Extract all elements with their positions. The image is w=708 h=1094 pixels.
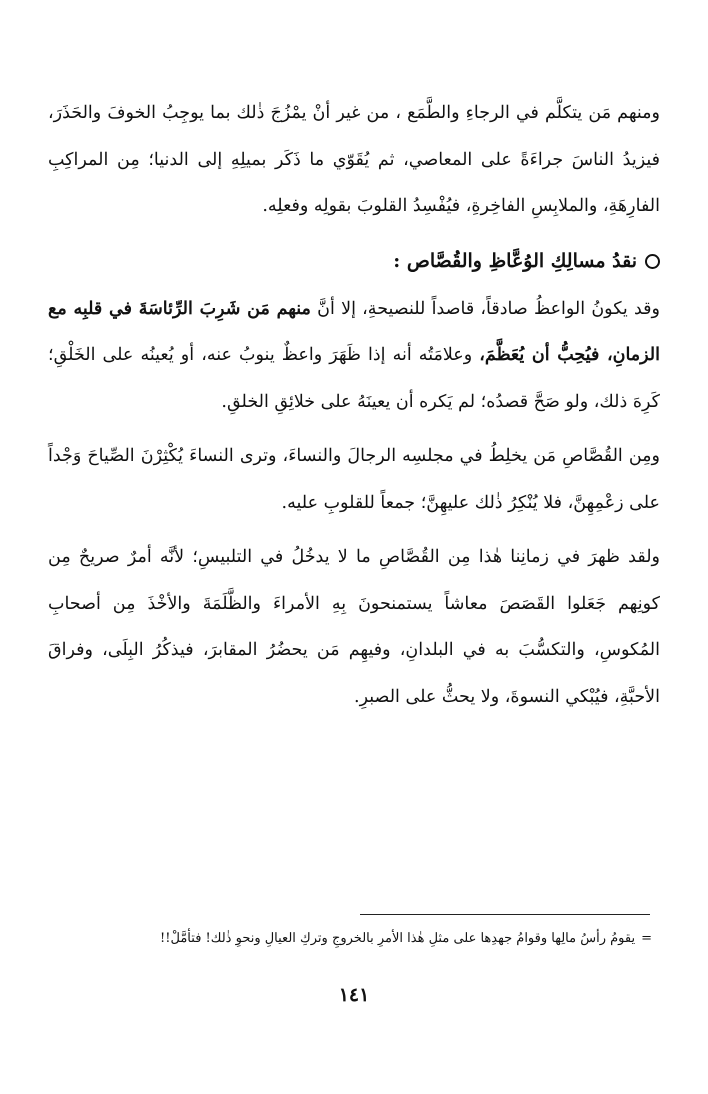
circle-bullet-icon — [645, 254, 660, 269]
section-heading — [48, 238, 660, 284]
page-body — [48, 90, 660, 728]
page-number: ١٤١ — [338, 984, 370, 1006]
footnote-continuation-mark: = — [641, 931, 652, 946]
paragraph-sincere-preacher-bold: منهم مَن شَرِبَ الرِّئاسَةَ في قلبِه مع الزمانِ، فيُحِبُّ أن يُعَظَّمَ، — [48, 298, 661, 365]
paragraph-sincere-preacher-start: وقد يكونُ الواعظُ صادقاً، قاصداً للنصيحةِ، إلا أنَّ — [310, 298, 660, 319]
paragraph-preachers-hope: ومنهم مَن يتكلَّم في الرجاءِ والطَّمَع ، من غير أنْ يمْزُجَ ذٰلك بما يوجِبُ الخوفَ والحَذَرَ، فيزيدُ الناسَ جراءَةً على المعاصي، ثم يُقَوّي ما ذَكَر بميلِهِ إلى الدنيا؛ مِن المراكِبِ الفارِهَةِ، والملابِسِ الفاخِرةِ، فيُفْسِدُ القلوبَ بقولِه وفعلِه. — [48, 103, 660, 216]
footnote-text: يقومُ رأسُ مالِها وقوامُ جهدِها على مثلِ هٰذا الأمرِ بالخروجِ وتركِ العيالِ ونحوِ ذٰلك! فتأمَّلْ!! — [160, 931, 636, 946]
paragraph-storytellers-today: ولقد ظهرَ في زمانِنا هٰذا مِن القُصَّاصِ ما لا يدخُلُ في التلبيسِ؛ لأنَّه أمرٌ صريحٌ مِن كونِهم جَعَلوا القَصَصَ معاشاً يستمنحونَ بِهِ الأمراءَ والظَّلَمَةَ والأخْذَ مِن أصحابِ المُكوسِ، والتكسُّبَ به في البلدانِ، وفيهِم مَن يحضُرُ المقابرَ، فيذكُرُ البِلَى، وفراقَ الأحبَّةِ، فيُبْكي النسوةَ، ولا يحثُّ على الصبرِ. — [48, 547, 660, 707]
paragraph-mixed-gatherings: ومِن القُصَّاصِ مَن يخلِطُ في مجلسِه الرجالَ والنساءَ، وترى النساءَ يُكْثِرْنَ الصِّياحَ وَجْداً على زعْمِهِنَّ، فلا يُنْكِرُ ذٰلك عليهِنَّ؛ جمعاً للقلوبِ عليه. — [48, 446, 660, 513]
footnote-divider — [360, 914, 650, 915]
section-heading-text: نقدُ مسالِكِ الوُعَّاظِ والقُصَّاص : — [393, 249, 637, 272]
paragraph-sincere-preacher — [48, 286, 660, 426]
paragraph-sincere-preacher-end: وعلامَتُه أنه إذا ظَهَرَ واعظٌ ينوبُ عنه، أو يُعينُه على الخَلْقِ؛ كَرِهَ ذلك، ولو صَحَّ قصدُه؛ لم يَكره أن يعينَهُ على خلائِقِ الخلقِ. — [48, 345, 660, 412]
footnote — [48, 928, 652, 950]
